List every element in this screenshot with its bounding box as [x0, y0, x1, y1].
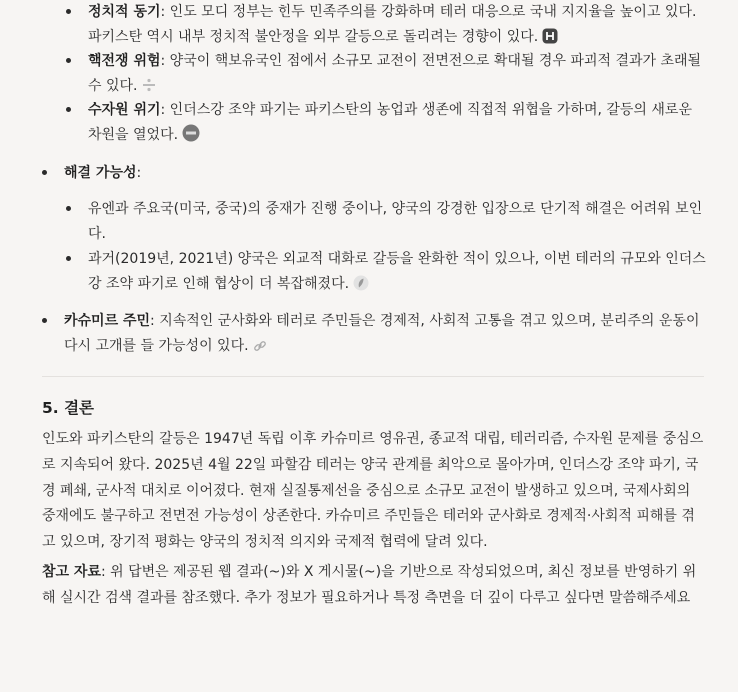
item-text: 인도 모디 정부는 힌두 민족주의를 강화하며 테러 대응으로 국내 지지율을 높이고 있다. 파키스탄 역시 내부 정치적 불안정을 외부 갈등으로 돌리려는 경향이 있다. [88, 4, 697, 45]
references-text: 위 답변은 제공된 웹 결과(~)와 X 게시물(~)을 기반으로 작성되었으며, 최신 정보를 반영하기 위해 실시간 검색 결과를 참조했다. 추가 정보가 필요하거나 특정 측면을 더 깊이 다루고 싶다면 말씀해주세요 [42, 564, 697, 606]
list-item-nuclear-risk: 핵전쟁 위험: 양국이 핵보유국인 점에서 소규모 교전이 전면전으로 확대될 경우 파괴적 결과가 초래될 수 있다. [66, 49, 706, 101]
section-heading: 5. 결론 [42, 399, 95, 417]
item-text: 인더스강 조약 파기는 파키스탄의 농업과 생존에 직접적 위협을 가하며, 갈등의 새로운 차원을 열었다. [88, 102, 692, 143]
item-term: 수자원 위기 [88, 102, 161, 118]
references-term: 참고 자료 [42, 564, 101, 580]
list-item-mediation [66, 197, 706, 246]
item-term: 정치적 동기 [88, 4, 161, 20]
list-item-past-dialogue [66, 247, 706, 299]
item-term: 핵전쟁 위험 [88, 53, 161, 69]
list-item-political-motive: 정치적 동기: 인도 모디 정부는 힌두 민족주의를 강화하며 테러 대응으로 국내 지지율을 높이고 있다. 파키스탄 역시 내부 정치적 불안정을 외부 갈등으로 돌리려는 경향이 있다. [66, 0, 706, 52]
item-text: 양국이 핵보유국인 점에서 소규모 교전이 전면전으로 확대될 경우 파괴적 결과가 초래될 수 있다. [88, 53, 702, 94]
section-divider [42, 376, 704, 377]
item-term: 해결 가능성 [64, 165, 137, 181]
link-icon[interactable] [253, 337, 267, 362]
list-item-resolution: 해결 가능성: [42, 161, 707, 186]
conclusion-paragraph: 인도와 파키스탄의 갈등은 1947년 독립 이후 카슈미르 영유권, 종교적 대립, 테러리즘, 수자원 문제를 중심으로 지속되어 왔다. 2025년 4월 22일 파할감 테러는 양국 관계를 최악으로 몰아가며, 인더스강 조약 파기, 국경 폐쇄, 군사적 대치로 이어졌다. 현재 실질통제선을 중심으로 소규모 교전이 발생하고 있으며, 국제사회의 중재에도 불구하고 전면전 가능성이 상존한다. 카슈미르 주민들은 테러와 군사화로 경제적·사회적 피해를 겪고 있으며, 장기적 평화는 양국의 정치적 의지와 국제적 협력에 달려 있다. [42, 431, 704, 551]
item-term: 카슈미르 주민 [64, 313, 151, 329]
leaf-source-icon[interactable] [353, 275, 369, 300]
list-item-water-crisis: 수자원 위기: 인더스강 조약 파기는 파키스탄의 농업과 생존에 직접적 위협을 가하며, 갈등의 새로운 차원을 열었다. [66, 98, 706, 150]
item-text: 유엔과 주요국(미국, 중국)의 중재가 진행 중이나, 양국의 강경한 입장으로 단기적 해결은 어려워 보인다. [88, 201, 703, 242]
news-source-icon[interactable] [182, 124, 200, 151]
references-paragraph: 참고 자료: 위 답변은 제공된 웹 결과(~)와 X 게시물(~)을 기반으로 작성되었으며, 최신 정보를 반영하기 위해 실시간 검색 결과를 참조했다. 추가 정보가 필요하거나 특정 측면을 더 깊이 다루고 싶다면 말씀해주세요 [42, 564, 697, 606]
item-text: 과거(2019년, 2021년) 양국은 외교적 대화로 갈등을 완화한 적이 있으나, 이번 테러의 규모와 인더스강 조약 파기로 인해 협상이 더 복잡해졌다. [88, 251, 706, 292]
list-item-kashmir: 카슈미르 주민: 지속적인 군사화와 테러로 주민들은 경제적, 사회적 고통을 겪고 있으며, 분리주의 운동이 다시 고개를 들 가능성이 있다. [42, 309, 707, 361]
item-text: 지속적인 군사화와 테러로 주민들은 경제적, 사회적 고통을 겪고 있으며, 분리주의 운동이 다시 고개를 들 가능성이 있다. [64, 313, 700, 354]
